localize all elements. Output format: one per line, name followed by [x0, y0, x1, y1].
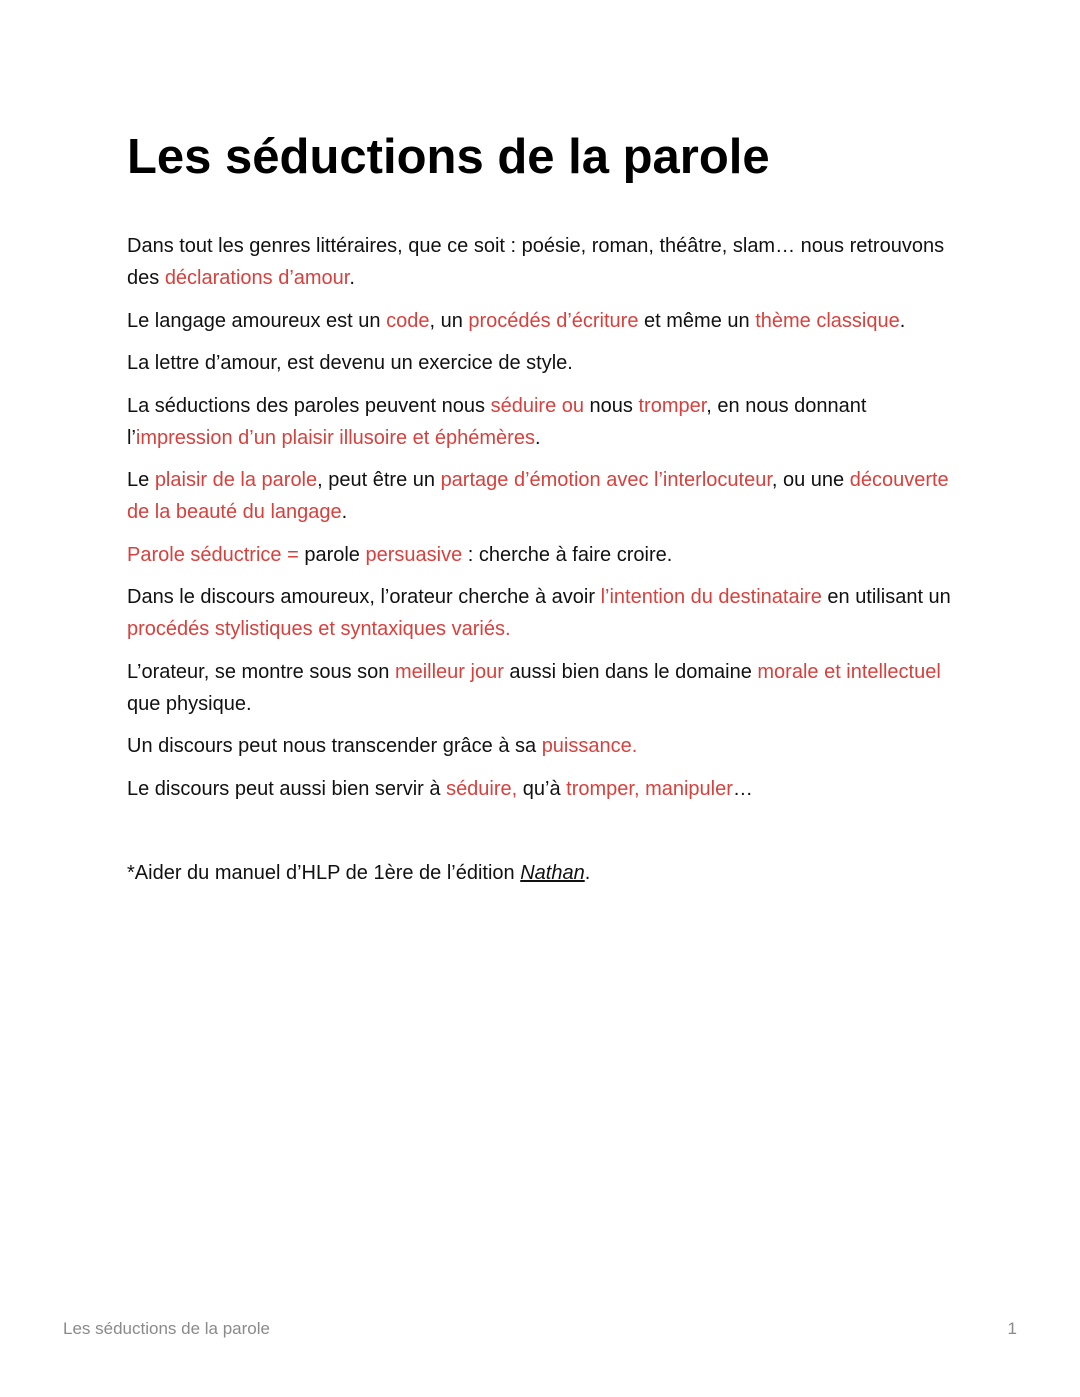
- footer-title: Les séductions de la parole: [63, 1319, 270, 1338]
- highlighted-text: tromper, manipuler: [566, 777, 733, 800]
- highlighted-text: puissance.: [541, 735, 638, 757]
- body-text: Dans le discours amoureux, l’orateur cherche à avoir: [127, 586, 601, 608]
- highlighted-text: Parole séductrice =: [127, 543, 305, 566]
- paragraph: [127, 656, 957, 720]
- highlighted-text: thème classique: [755, 309, 900, 332]
- body-text: Un discours peut nous transcender grâce à sa: [127, 735, 542, 757]
- body-text: , en nous donnant l’: [127, 394, 867, 449]
- page-title: Les séductions de la parole: [127, 130, 770, 184]
- paragraph: [127, 539, 957, 571]
- paragraph: [127, 305, 957, 337]
- highlighted-text: impression d’un plaisir illusoire et éphémères: [135, 426, 535, 449]
- body-text: que physique.: [127, 692, 252, 715]
- paragraph-list: [127, 230, 957, 805]
- footnote: [127, 857, 957, 889]
- paragraph: [127, 390, 957, 454]
- highlighted-text: procédés d’écriture: [468, 309, 639, 332]
- footnote-source: Nathan: [520, 861, 585, 884]
- body-text: , peut être un: [317, 469, 441, 491]
- body-text: parole: [304, 543, 366, 566]
- highlighted-text: meilleur jour: [394, 660, 504, 683]
- highlighted-text: déclarations d’amour: [164, 267, 350, 289]
- body-text: qu’à: [517, 777, 567, 800]
- body-text: L’orateur, se montre sous son: [127, 660, 395, 683]
- body-text: .: [349, 267, 355, 289]
- body-text: .: [534, 426, 541, 449]
- highlighted-text: l’intention du destinataire: [600, 586, 822, 608]
- highlighted-text: procédés stylistiques et syntaxiques variés.: [127, 618, 511, 640]
- body-text: en utilisant un: [821, 586, 951, 608]
- body-text: , un: [429, 309, 469, 332]
- document-body: [127, 230, 957, 899]
- body-text: .: [899, 309, 906, 332]
- body-text: Dans tout les genres littéraires, que ce soit : poésie, roman, théâtre, slam… nous retrouvons des: [127, 235, 945, 289]
- highlighted-text: persuasive: [365, 543, 463, 566]
- body-text: Le discours peut aussi bien servir à: [127, 777, 447, 800]
- body-text: La séductions des paroles peuvent nous: [127, 394, 491, 417]
- highlighted-text: séduire ou: [490, 394, 584, 417]
- highlighted-text: tromper: [638, 394, 707, 417]
- highlighted-text: code: [386, 309, 430, 332]
- highlighted-text: séduire,: [446, 777, 518, 800]
- body-text: nous: [584, 394, 639, 417]
- highlighted-text: découverte de la beauté du langage: [127, 469, 949, 523]
- body-text: : cherche à faire croire.: [462, 543, 673, 566]
- body-text: La lettre d’amour, est devenu un exercice de style.: [127, 352, 573, 374]
- highlighted-text: partage d’émotion avec l’interlocuteur: [440, 469, 772, 491]
- body-text: Le langage amoureux est un: [127, 309, 387, 332]
- paragraph: [127, 230, 957, 294]
- body-text: …: [732, 777, 753, 800]
- footnote-prefix: *Aider du manuel d’HLP de 1ère de l’édition: [127, 861, 521, 884]
- body-text: .: [341, 501, 348, 523]
- body-text: , ou une: [771, 469, 850, 491]
- highlighted-text: plaisir de la parole: [154, 469, 318, 491]
- body-text: et même un: [638, 309, 756, 332]
- paragraph: [127, 730, 957, 762]
- body-text: Le: [127, 469, 155, 491]
- highlighted-text: morale et intellectuel: [757, 660, 941, 683]
- paragraph: [127, 581, 957, 645]
- paragraph: [127, 464, 957, 528]
- paragraph: [127, 347, 957, 379]
- body-text: aussi bien dans le domaine: [503, 660, 758, 683]
- footnote-suffix: .: [584, 861, 591, 884]
- paragraph: [127, 773, 957, 805]
- footer-page-number: 1: [1007, 1319, 1017, 1338]
